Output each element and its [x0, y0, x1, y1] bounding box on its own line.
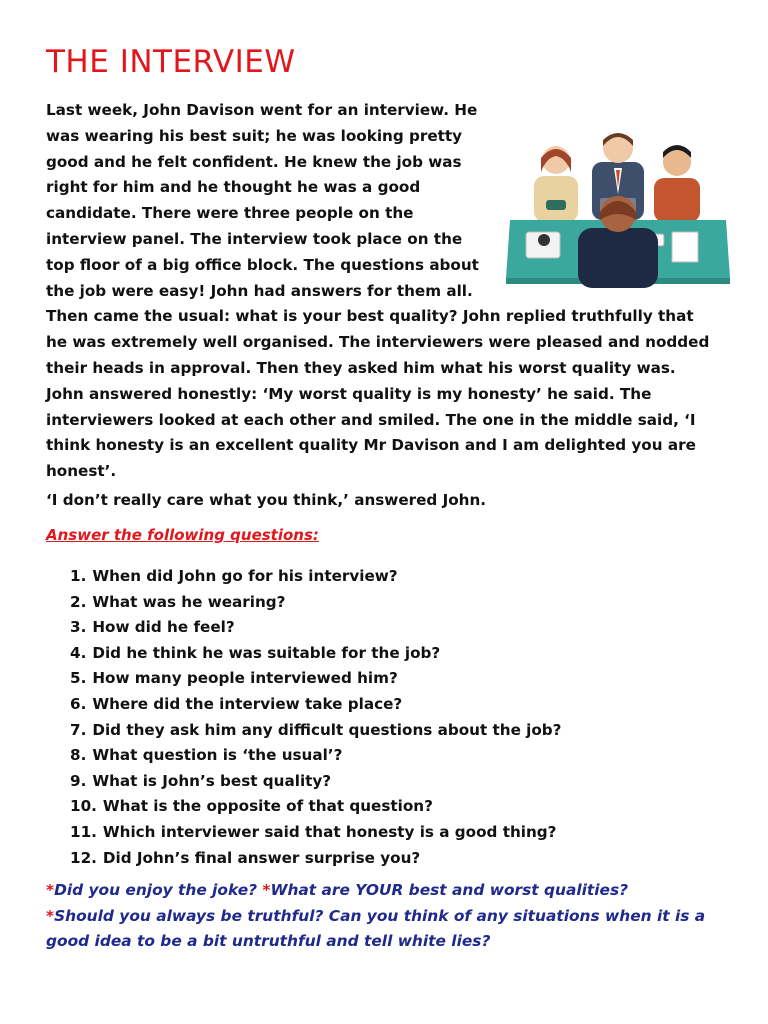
discussion-questions	[46, 878, 736, 955]
discussion-q1: Did you enjoy the joke?	[54, 881, 263, 899]
list-item: 6. Where did the interview take place?	[70, 694, 403, 713]
list-item: 3. How did he feel?	[70, 618, 235, 637]
list-item: 4. Did he think he was suitable for the job?	[70, 643, 441, 662]
paper	[672, 232, 698, 262]
list-item: 12. Did John’s final answer surprise you?	[70, 848, 421, 867]
star-marker: *	[262, 881, 271, 899]
interview-illustration	[504, 128, 732, 288]
list-item: 8. What question is ‘the usual’?	[70, 746, 343, 765]
interviewer-right	[654, 145, 700, 222]
list-item: 7. Did they ask him any difficult questions about the job?	[70, 720, 562, 739]
questions-heading: Answer the following questions:	[46, 526, 319, 544]
list-item: 9. What is John’s best quality?	[70, 771, 332, 790]
discussion-q2: What are YOUR best and worst qualities?	[270, 881, 629, 899]
story-paragraph	[46, 98, 716, 485]
story-text: Last week, John Davison went for an interview. He was wearing his best suit; he was looking pretty good and he felt confident. He knew the job was right for him and he thought he was a good candidate. There were three people on the interview panel. The interview took place on the top floor of a big office block. The questions about the job were easy! John had answers for them all. Then came the usual: what is your best quality? John replied truthfully that he was extremely well organised. The interviewers were pleased and nodded their heads in approval. Then they asked him what his worst quality was. John answered honestly: ‘My worst quality is my honesty’ he said. The interviewers looked at each other and smiled. The one in the middle said, ‘I think honesty is an excellent quality Mr Davison and I am delighted you are honest’.	[46, 101, 710, 481]
list-item: 10. What is the opposite of that question?	[70, 797, 433, 816]
star-marker: *	[46, 906, 55, 925]
page-title: THE INTERVIEW	[46, 44, 296, 80]
candidate	[578, 196, 658, 288]
interviewer-left	[534, 146, 578, 222]
reply-line: ‘I don’t really care what you think,’ answered John.	[46, 491, 487, 509]
list-item: 1. When did John go for his interview?	[70, 567, 398, 585]
list-item: 2. What was he wearing?	[70, 592, 286, 611]
list-item: 5. How many people interviewed him?	[70, 669, 398, 688]
discussion-q3: Should you always be truthful? Can you think of any situations when it is a good idea to be a bit untruthful and tell white lies?	[46, 906, 706, 950]
list-item: 11. Which interviewer said that honesty is a good thing?	[70, 822, 557, 841]
question-list	[70, 564, 561, 871]
star-marker: *	[46, 881, 55, 899]
